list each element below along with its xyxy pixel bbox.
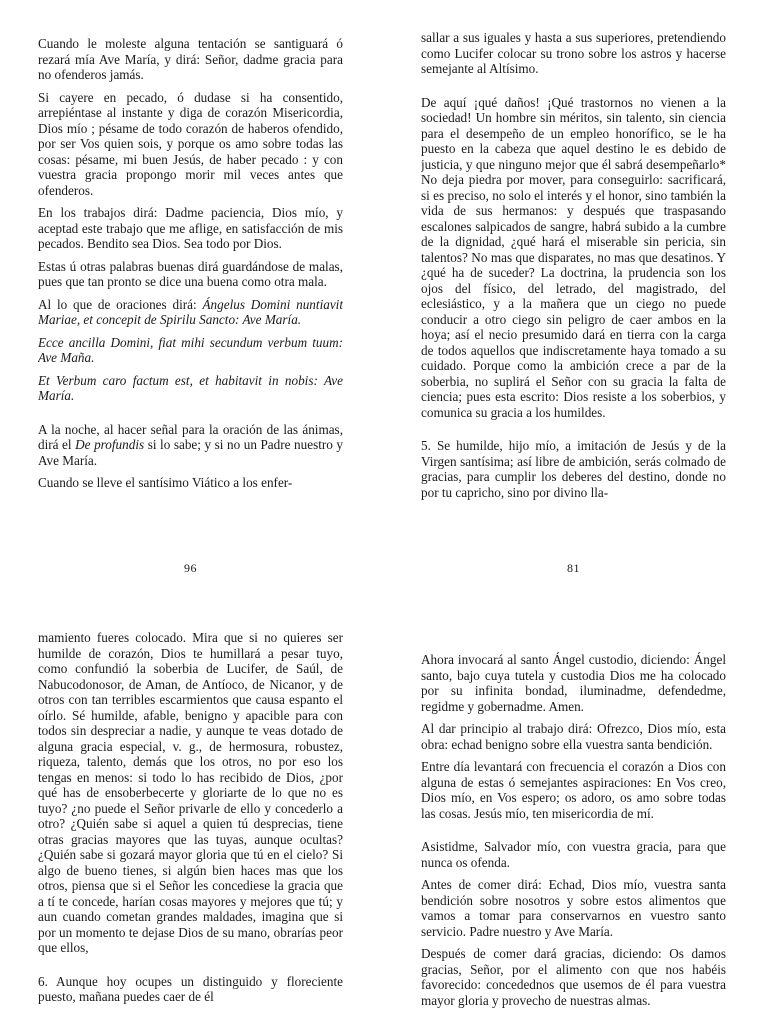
paragraph: Ahora invocará al santo Ángel custodio, diciendo: Ángel santo, bajo cuya tutela y custodia Dios me ha colocado por su infinita bondad, iluminadme, defendedme, regidme y gobernadme. Amen.	[421, 652, 726, 714]
paragraph: Cuando se lleve el santísimo Viático a los enfer-	[38, 475, 293, 490]
paragraph	[38, 422, 343, 469]
paragraph: Antes de comer dirá: Echad, Dios mío, vuestra santa bendición sobre nosotros y sobre estos alimentos que vamos a tomar para conservarnos en vuestro santo servicio. Padre nuestro y Ave María.	[421, 877, 726, 939]
latin-prayer: Et Verbum caro factum est, et habitavit in nobis: Ave María.	[38, 372, 343, 403]
page-81	[421, 30, 726, 500]
page-81-body	[421, 30, 726, 500]
paragraph: mamiento fueres colocado. Mira que si no quieres ser humilde de corazón, Dios te humillará a pesar tuyo, como confundió la soberbia de Lucifer, de Saúl, de Nabucodonosor, de Aman, de Antíoco, de Nicanor, y de otros con tan terribles escarmientos que causa espanto el oírlo. Sé humilde, afable, benigno y apacible para con todos sin despreciar a nadie, y aunque te veas dotado de alguna gracia especial, v. g., de hermosura, robustez, riqueza, talento, demás que los otros, no por eso los tengas en menos: si todo lo has recibido de Dios, ¿por qué has de ensoberbecerte y gloriarte de lo que no es tuyo? ¿no puede el Señor privarle de ello y concederlo a otro? ¿Quién sabe si aquel a quien tú desprecias, tiene otras gracias mayores que las tuyas, aunque ocultas? ¿Quién sabe si gozará mayor gloria que tú en el cielo? Si algo de bueno tienes, si algún bien haces mas que los otros, piensa que si el Señor les concediese la gracia que a tí te concede, harían cosas mayores y mejores que tú; y aun cuando cometan grandes maldades, imagina que si por un momento te dejase Dios de su mano, obrarías peor que ellos,	[38, 630, 343, 955]
paragraph: Asistidme, Salvador mío, con vuestra gracia, para que nunca os ofenda.	[421, 839, 726, 870]
paragraph: En los trabajos dirá: Dadme paciencia, Dios mío, y aceptad este trabajo que me aflige, en satisfacción de mis pecados. Bendito sea Dios. Sea todo por Dios.	[38, 205, 343, 251]
latin-title: De profundis	[75, 437, 145, 452]
page-96-text-area	[38, 36, 343, 542]
paragraph: Después de comer dará gracias, diciendo: Os damos gracias, Señor, por el alimento con que nos habéis favorecido: concedednos que usemos de él para vuestra mayor gloria y provecho de nuestras almas.	[421, 946, 726, 1008]
paragraph: Estas ú otras palabras buenas dirá guardándose de malas, pues que tan pronto se dice una buena como otra mala.	[38, 258, 343, 289]
paragraph	[38, 297, 343, 328]
paragraph: 6. Aunque hoy ocupes un distinguido y floreciente puesto, mañana puedes caer de él	[38, 973, 343, 1004]
bottom-right-page	[421, 652, 726, 1008]
paragraph: 5. Se humilde, hijo mío, a imitación de Jesús y de la Virgen santísima; así libre de ambición, serás colmado de gracias, para cumplir los deberes del destino, donde no por tu capricho, sino por divino lla-	[421, 438, 726, 500]
paragraph-text: Al lo que de oraciones dirá:	[38, 296, 197, 312]
page-96	[38, 36, 343, 491]
bottom-right-page-text-area	[421, 652, 726, 1024]
latin-prayer: Ecce ancilla Domini, fiat mihi secundum verbum tuum: Ave Maña.	[38, 334, 343, 365]
paragraph: Al dar principio al trabajo dirá: Ofrezco, Dios mío, esta obra: echad benigno sobre ella vuestra santa bendición.	[421, 721, 726, 752]
page-number: 81	[567, 561, 580, 575]
paragraph: sallar a sus iguales y hasta a sus superiores, pretendiendo como Lucifer colocar su trono sobre los astros y hacerse semejante al Altísimo.	[421, 30, 726, 76]
bottom-right-page-body	[421, 652, 726, 1008]
bottom-left-page-text-area	[38, 630, 343, 1024]
page-number: 96	[184, 561, 197, 575]
paragraph-text: A la noche, al hacer señal para la oración de las ánimas, dirá el	[38, 421, 343, 452]
paragraph: Cuando le moleste alguna tentación se santiguará ó rezará mía Ave María, y dirá: Señor, dadme gracia para no ofenderos jamás.	[38, 36, 343, 82]
paragraph: Si cayere en pecado, ó dudase si ha consentido, arrepiéntase al instante y diga de corazón Misericordia, Dios mío ; pésame de todo corazón de haberos ofendido, por ser Vos quien sois, y porque os amo sobre todas las cosas: pésame, mi buen Jesús, de haber pecado : y con vuestra gracia propongo morir mil veces antes que ofenderos.	[38, 89, 343, 198]
paragraph	[38, 373, 343, 404]
page-81-text-area	[421, 30, 726, 552]
page-96-body	[38, 36, 343, 491]
paragraph: De aquí ¡qué daños! ¡Qué trastornos no vienen a la sociedad! Un hombre sin méritos, sin talento, sin ciencia para el desempeño de un empleo honorífico, se le ha puesto en la cabeza que aquel destino le es debido de justicia, y que ninguno mejor que él sabrá desempeñarlo* No deja piedra por mover, para conseguirlo: sacrificará, si es preciso, no solo el interés y el honor, sino también la vida de sus hermanos: y después que traspasando escalones salpicados de sangre, habrá subido a la cumbre de la dignidad, ¿qué hará el miserable sin pericia, sin talentos? No mas que disparates, no mas que desatinos. Y ¿qué ha de suceder? La doctrina, la prudencia son los ojos del físico, del letrado, del magistrado, del eclesiástico, y a la mañera que un ciego no puede conducir a otro ciego sin peligro de caer ambos en la hoya; así el necio presumido dará en tierra con la carga de todos aquellos que indiscretamente haya tomado a su cuidado. Porque como la ambición crece a par de la soberbia, no suplirá el Señor con su gracia la falta de ciencia; pues esta escrito: Dios resiste a los soberbios, y comunica su gracia a los humildes.	[421, 94, 726, 420]
paragraph-text: si lo sabe; y si no un Padre nuestro y Ave María.	[38, 437, 343, 468]
latin-prayer: Ángelus Domini nuntiavit Mariae, et concepit de Spirilu Sancto: Ave María.	[38, 296, 343, 327]
paragraph: Entre día levantará con frecuencia el corazón a Dios con alguna de estas ó semejantes aspiraciones: En Vos creo, Dios mío, en Vos espero; os adoro, os amo sobre todas las cosas. Jesús mío, ten misericordia de mí.	[421, 759, 726, 821]
bottom-left-page-body	[38, 630, 343, 1005]
paragraph	[38, 335, 343, 366]
bottom-left-page	[38, 630, 343, 1005]
